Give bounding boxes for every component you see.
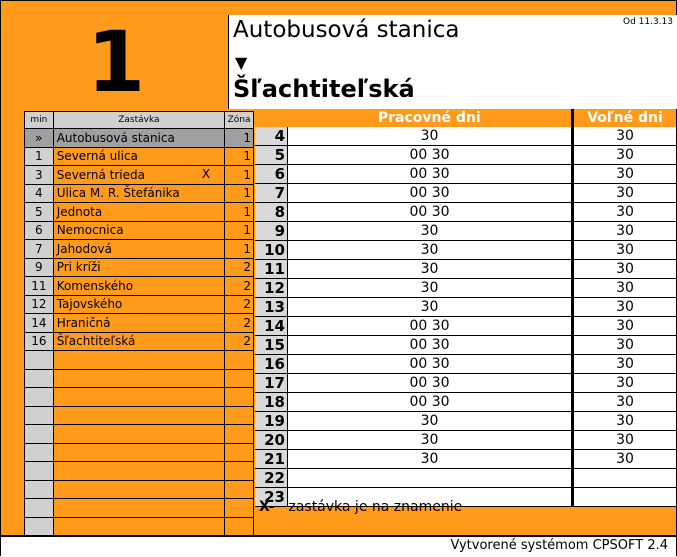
workday-departures: 00 30 (288, 336, 573, 355)
holiday-departures: 30 (573, 450, 677, 469)
hour-row (255, 184, 676, 203)
hour-row (255, 450, 676, 469)
stop-minutes (25, 351, 54, 370)
stop-row (25, 203, 254, 222)
stop-zone (225, 369, 254, 388)
stop-zone: 2 (225, 277, 254, 296)
stop-minutes: 7 (25, 240, 54, 259)
hour-cell: 10 (255, 241, 288, 260)
origin-stop: Autobusová stanica (233, 17, 460, 43)
stop-zone: 2 (225, 295, 254, 314)
stop-zone: 1 (225, 166, 254, 185)
stop-name-text: Šľachtiteľská (56, 334, 136, 349)
hour-row (255, 241, 676, 260)
legend-text: zastávka je na znamenie (288, 499, 463, 515)
direction-arrow-icon: ▼ (235, 53, 248, 72)
hour-row (255, 260, 676, 279)
stop-name-text: Severná ulica (56, 149, 138, 164)
hour-row (255, 431, 676, 450)
stop-row (25, 258, 254, 277)
stop-name-text: Ulica M. R. Štefánika (56, 186, 180, 201)
hour-cell: 11 (255, 260, 288, 279)
workday-departures: 00 30 (288, 374, 573, 393)
min-header: min (25, 112, 54, 129)
hour-cell: 23 (255, 488, 288, 507)
stop-row (25, 351, 254, 370)
hour-row (255, 412, 676, 431)
stop-name (53, 129, 224, 148)
stop-name (53, 277, 224, 296)
workday-departures (288, 469, 573, 488)
stop-row (25, 221, 254, 240)
workday-departures: 30 (288, 431, 573, 450)
stop-name (53, 499, 224, 518)
holiday-departures: 30 (573, 336, 677, 355)
stop-minutes: 3 (25, 166, 54, 185)
stop-minutes (25, 425, 54, 444)
stop-minutes: 6 (25, 221, 54, 240)
stop-row (25, 147, 254, 166)
holiday-departures: 30 (573, 317, 677, 336)
hour-row (255, 203, 676, 222)
stop-row (25, 240, 254, 259)
stop-name (53, 166, 224, 185)
direction-header (228, 15, 677, 109)
stop-zone (225, 351, 254, 370)
workday-departures: 30 (288, 450, 573, 469)
holiday-departures: 30 (573, 222, 677, 241)
stops-table (24, 111, 254, 536)
stop-zone (225, 388, 254, 407)
legend (259, 499, 462, 515)
hour-row (255, 298, 676, 317)
stop-name-text: Jahodová (56, 241, 112, 256)
stop-name (53, 221, 224, 240)
stop-row (25, 425, 254, 444)
stop-name-text: Pri kríži (56, 260, 101, 275)
holidays-header: Voľné dni (573, 109, 677, 127)
stop-minutes: 16 (25, 332, 54, 351)
stop-minutes: 5 (25, 203, 54, 222)
stop-name-text: Nemocnica (56, 223, 124, 238)
workday-departures: 30 (288, 279, 573, 298)
stop-minutes (25, 462, 54, 481)
stop-row (25, 295, 254, 314)
stop-minutes: 4 (25, 184, 54, 203)
workday-departures: 30 (288, 298, 573, 317)
stop-zone (225, 462, 254, 481)
hour-cell: 4 (255, 127, 288, 146)
stop-zone (225, 425, 254, 444)
hour-row (255, 279, 676, 298)
footer-text: Vytvorené systémom CPSOFT 2.4 (450, 538, 668, 553)
holiday-departures: 30 (573, 241, 677, 260)
stop-zone (225, 480, 254, 499)
holiday-departures (573, 469, 677, 488)
stop-zone: 2 (225, 258, 254, 277)
hour-cell: 12 (255, 279, 288, 298)
stop-row (25, 406, 254, 425)
stop-minutes: » (25, 129, 54, 148)
stop-row (25, 517, 254, 536)
holiday-departures: 30 (573, 374, 677, 393)
stop-name (53, 351, 224, 370)
destination-stop: Šľachtiteľská (233, 75, 415, 103)
hour-row (255, 393, 676, 412)
stop-row (25, 129, 254, 148)
stop-minutes: 12 (25, 295, 54, 314)
stop-row (25, 480, 254, 499)
hour-row (255, 146, 676, 165)
holiday-departures: 30 (573, 279, 677, 298)
stop-zone: 1 (225, 147, 254, 166)
stop-minutes (25, 517, 54, 536)
stop-zone (225, 499, 254, 518)
hour-cell: 9 (255, 222, 288, 241)
legend-symbol: X- (259, 499, 275, 515)
hour-row (255, 222, 676, 241)
hour-cell: 21 (255, 450, 288, 469)
holiday-departures: 30 (573, 393, 677, 412)
stop-minutes: 11 (25, 277, 54, 296)
workday-departures: 00 30 (288, 165, 573, 184)
footer (1, 535, 676, 557)
stop-minutes: 1 (25, 147, 54, 166)
stop-name (53, 332, 224, 351)
stop-row (25, 314, 254, 333)
hour-row (255, 165, 676, 184)
stop-name (53, 295, 224, 314)
hour-cell: 5 (255, 146, 288, 165)
stop-zone: 1 (225, 184, 254, 203)
stop-row (25, 277, 254, 296)
stop-name (53, 462, 224, 481)
request-stop-mark: X (201, 167, 211, 181)
hour-row (255, 336, 676, 355)
stop-zone: 1 (225, 129, 254, 148)
hour-row (255, 317, 676, 336)
hour-cell: 17 (255, 374, 288, 393)
stop-zone (225, 406, 254, 425)
hour-header (255, 109, 288, 127)
workday-departures: 30 (288, 412, 573, 431)
validity-date: Od 11.3.13 (622, 17, 673, 27)
holiday-departures: 30 (573, 146, 677, 165)
stop-name (53, 480, 224, 499)
workday-departures: 00 30 (288, 355, 573, 374)
stop-minutes: 14 (25, 314, 54, 333)
workday-departures: 30 (288, 241, 573, 260)
holiday-departures: 30 (573, 127, 677, 146)
stop-row (25, 332, 254, 351)
stop-name (53, 425, 224, 444)
stop-name (53, 369, 224, 388)
workday-departures: 30 (288, 127, 573, 146)
departures-table (255, 109, 676, 507)
stop-row (25, 443, 254, 462)
hour-cell: 13 (255, 298, 288, 317)
hour-cell: 19 (255, 412, 288, 431)
stop-name (53, 388, 224, 407)
stop-minutes (25, 443, 54, 462)
stop-name (53, 184, 224, 203)
route-number: 1 (86, 13, 146, 111)
holiday-departures: 30 (573, 260, 677, 279)
stop-name-text: Autobusová stanica (56, 130, 175, 145)
holiday-departures: 30 (573, 184, 677, 203)
holiday-departures (573, 488, 677, 507)
stop-row (25, 499, 254, 518)
workday-departures: 00 30 (288, 393, 573, 412)
stop-row (25, 462, 254, 481)
holiday-departures: 30 (573, 298, 677, 317)
stop-minutes: 9 (25, 258, 54, 277)
stop-zone (225, 517, 254, 536)
hour-cell: 7 (255, 184, 288, 203)
hour-cell: 22 (255, 469, 288, 488)
stop-zone: 1 (225, 221, 254, 240)
stop-minutes (25, 499, 54, 518)
workday-departures: 00 30 (288, 146, 573, 165)
stop-name (53, 406, 224, 425)
stop-name (53, 517, 224, 536)
hour-cell: 16 (255, 355, 288, 374)
stop-row (25, 388, 254, 407)
stop-zone (225, 443, 254, 462)
stop-name (53, 443, 224, 462)
workday-departures: 00 30 (288, 184, 573, 203)
stop-zone: 1 (225, 240, 254, 259)
stop-name (53, 240, 224, 259)
hour-cell: 14 (255, 317, 288, 336)
stop-name (53, 203, 224, 222)
stop-row (25, 166, 254, 185)
stop-name-text: Hraničná (56, 315, 111, 330)
hour-cell: 6 (255, 165, 288, 184)
stop-name (53, 314, 224, 333)
stop-name-header: Zastávka (53, 112, 224, 129)
stop-minutes (25, 480, 54, 499)
holiday-departures: 30 (573, 355, 677, 374)
stop-name-text: Jednota (56, 204, 103, 219)
hour-row (255, 355, 676, 374)
workday-departures: 30 (288, 222, 573, 241)
hour-cell: 20 (255, 431, 288, 450)
stop-row (25, 369, 254, 388)
hour-cell: 18 (255, 393, 288, 412)
workday-departures: 00 30 (288, 203, 573, 222)
stop-minutes (25, 388, 54, 407)
hour-cell: 8 (255, 203, 288, 222)
workdays-header: Pracovné dni (288, 109, 573, 127)
holiday-departures: 30 (573, 203, 677, 222)
stop-name (53, 147, 224, 166)
workday-departures: 30 (288, 260, 573, 279)
holiday-departures: 30 (573, 165, 677, 184)
stop-name-text: Komenského (56, 278, 134, 293)
hour-row (255, 469, 676, 488)
stop-minutes (25, 406, 54, 425)
stop-zone: 2 (225, 314, 254, 333)
holiday-departures: 30 (573, 431, 677, 450)
stop-name-text: Severná trieda (56, 167, 145, 182)
stop-row (25, 184, 254, 203)
stop-name-text: Tajovského (56, 297, 123, 312)
zone-header: Zóna (225, 112, 254, 129)
stop-zone: 1 (225, 203, 254, 222)
hour-row (255, 127, 676, 146)
holiday-departures: 30 (573, 412, 677, 431)
stop-zone: 2 (225, 332, 254, 351)
stop-minutes (25, 369, 54, 388)
workday-departures: 00 30 (288, 317, 573, 336)
hour-cell: 15 (255, 336, 288, 355)
stop-name (53, 258, 224, 277)
hour-row (255, 374, 676, 393)
